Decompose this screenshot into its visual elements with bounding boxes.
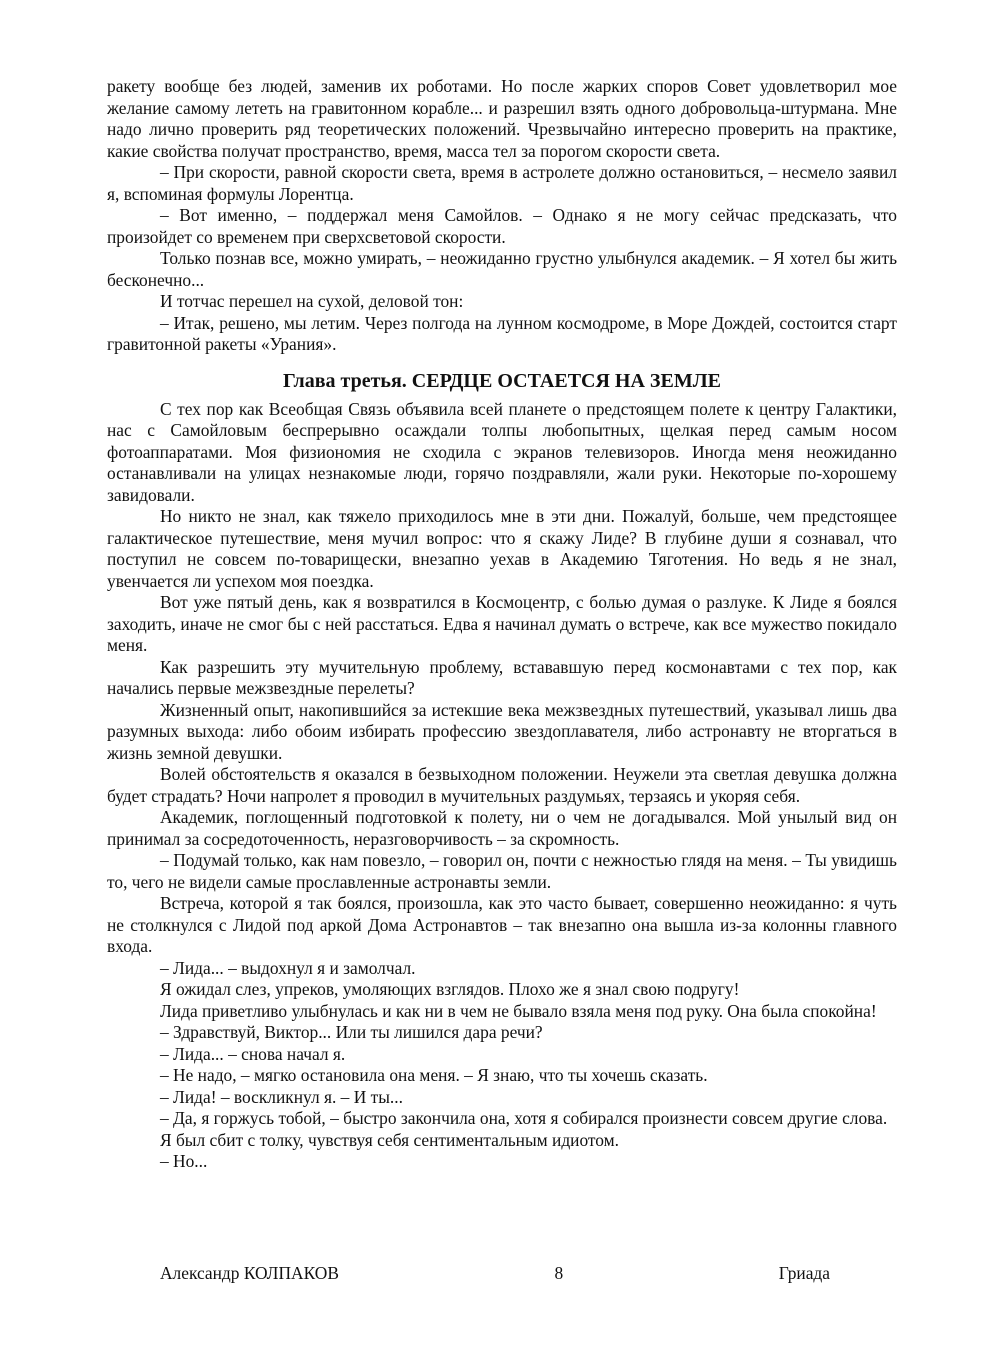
paragraph: Вот уже пятый день, как я возвратился в Космоцентр, с болью думая о разлуке. К Лиде я боялся заходить, иначе не смог бы с ней расстаться. Едва я начинал думать о встрече, как все мужество покидало меня. bbox=[107, 592, 897, 655]
paragraph: – Лида... – выдохнул я и замолчал. bbox=[160, 957, 416, 978]
paragraph: С тех пор как Всеобщая Связь объявила всей планете о предстоящем полете к центру Галактики, нас с Самойловым беспрерывно осаждали толпы любопытных, щелкая перед самым носом фотоаппаратами. Моя физиономия не сходила с экранов телевизоров. Иногда меня неожиданно останавливали на улицах незнакомые люди, горячо поздравляли, жали руки. Некоторые по-хорошему завидовали. bbox=[107, 398, 897, 505]
footer-book-title: Гриада bbox=[778, 1263, 830, 1283]
paragraph: Лида приветливо улыбнулась и как ни в чем не бывало взяла меня под руку. Она была спокойна! bbox=[160, 1000, 877, 1021]
footer-author: Александр КОЛПАКОВ bbox=[160, 1263, 339, 1283]
paragraph: – Вот именно, – поддержал меня Самойлов. – Однако я не могу сейчас предсказать, что произойдет со временем при сверхсветовой скорости. bbox=[107, 205, 897, 247]
paragraph: – Подумай только, как нам повезло, – говорил он, почти с нежностью глядя на меня. – Ты увидишь то, чего не видели самые прославленные астронавты земли. bbox=[107, 850, 897, 892]
paragraph: Как разрешить эту мучительную проблему, встававшую перед космонавтами с тех пор, как начались первые межзвездные перелеты? bbox=[107, 656, 897, 698]
paragraph: – Лида... – снова начал я. bbox=[160, 1043, 346, 1064]
paragraph: – При скорости, равной скорости света, время в астролете должно остановиться, – несмело заявил я, вспоминая формулы Лорентца. bbox=[107, 162, 897, 204]
text-block-after bbox=[107, 399, 897, 1173]
paragraph: Встреча, которой я так боялся, произошла, как это часто бывает, совершенно неожиданно: я чуть не столкнулся с Лидой под аркой Дома Астронавтов – так внезапно она вышла из-за колонны главного входа. bbox=[107, 893, 897, 956]
page-footer bbox=[160, 1263, 830, 1284]
paragraph: Волей обстоятельств я оказался в безвыходном положении. Неужели эта светлая девушка должна будет страдать? Ночи напролет я проводил в мучительных раздумьях, терзаясь и укоряя себя. bbox=[107, 764, 897, 806]
paragraph: Но никто не знал, как тяжело приходилось мне в эти дни. Пожалуй, больше, чем предстоящее галактическое путешествие, меня мучил вопрос: что я скажу Лиде? В глубине души я сознавал, что поступил не совсем по-товарищески, внезапно уехав в Академию Тяготения. Но ведь я не знал, увенчается ли успехом моя поездка. bbox=[107, 506, 897, 591]
paragraph: Жизненный опыт, накопившийся за истекшие века межзвездных путешествий, указывал лишь два разумных выхода: либо обоим избирать профессию звездоплавателя, либо астронавту не вторгаться в жизнь земной девушки. bbox=[107, 699, 897, 763]
paragraph: – Да, я горжусь тобой, – быстро закончила она, хотя я собирался произнести совсем другие слова. bbox=[160, 1108, 888, 1128]
paragraph: Только познав все, можно умирать, – неожиданно грустно улыбнулся академик. – Я хотел бы жить бесконечно... bbox=[107, 248, 897, 290]
footer-page-number: 8 bbox=[554, 1263, 564, 1283]
paragraph: Я ожидал слез, упреков, умоляющих взглядов. Плохо же я знал свою подругу! bbox=[160, 979, 740, 999]
paragraph: – Итак, решено, мы летим. Через полгода на лунном космодроме, в Море Дождей, состоится старт гравитонной ракеты «Урания». bbox=[107, 312, 897, 354]
paragraph: Я был сбит с толку, чувствуя себя сентиментальным идиотом. bbox=[160, 1129, 620, 1150]
paragraph: ракету вообще без людей, заменив их роботами. Но после жарких споров Совет удовлетворил мое желание самому лететь на гравитонном корабле... и разрешил взять одного добровольца-штурмана. Мне надо лично проверить ряд теоретических положений. Чрезвычайно интересно проверить на практике, какие свойства получат пространство, время, масса тел за порогом скорости света. bbox=[107, 76, 897, 161]
paragraph: И тотчас перешел на сухой, деловой тон: bbox=[160, 291, 464, 311]
paragraph: Академик, поглощенный подготовкой к полету, ни о чем не догадывался. Мой унылый вид он принимал за сосредоточенность, неразговорчивость – за скромность. bbox=[107, 807, 897, 849]
chapter-title: Глава третья. СЕРДЦЕ ОСТАЕТСЯ НА ЗЕМЛЕ bbox=[283, 369, 721, 392]
page-body bbox=[107, 76, 897, 1173]
text-block-before bbox=[107, 76, 897, 356]
paragraph: – Но... bbox=[160, 1151, 208, 1171]
paragraph: – Не надо, – мягко остановила она меня. – Я знаю, что ты хочешь сказать. bbox=[160, 1065, 708, 1085]
paragraph: – Здравствуй, Виктор... Или ты лишился дара речи? bbox=[160, 1022, 543, 1042]
paragraph: – Лида! – воскликнул я. – И ты... bbox=[160, 1086, 403, 1107]
